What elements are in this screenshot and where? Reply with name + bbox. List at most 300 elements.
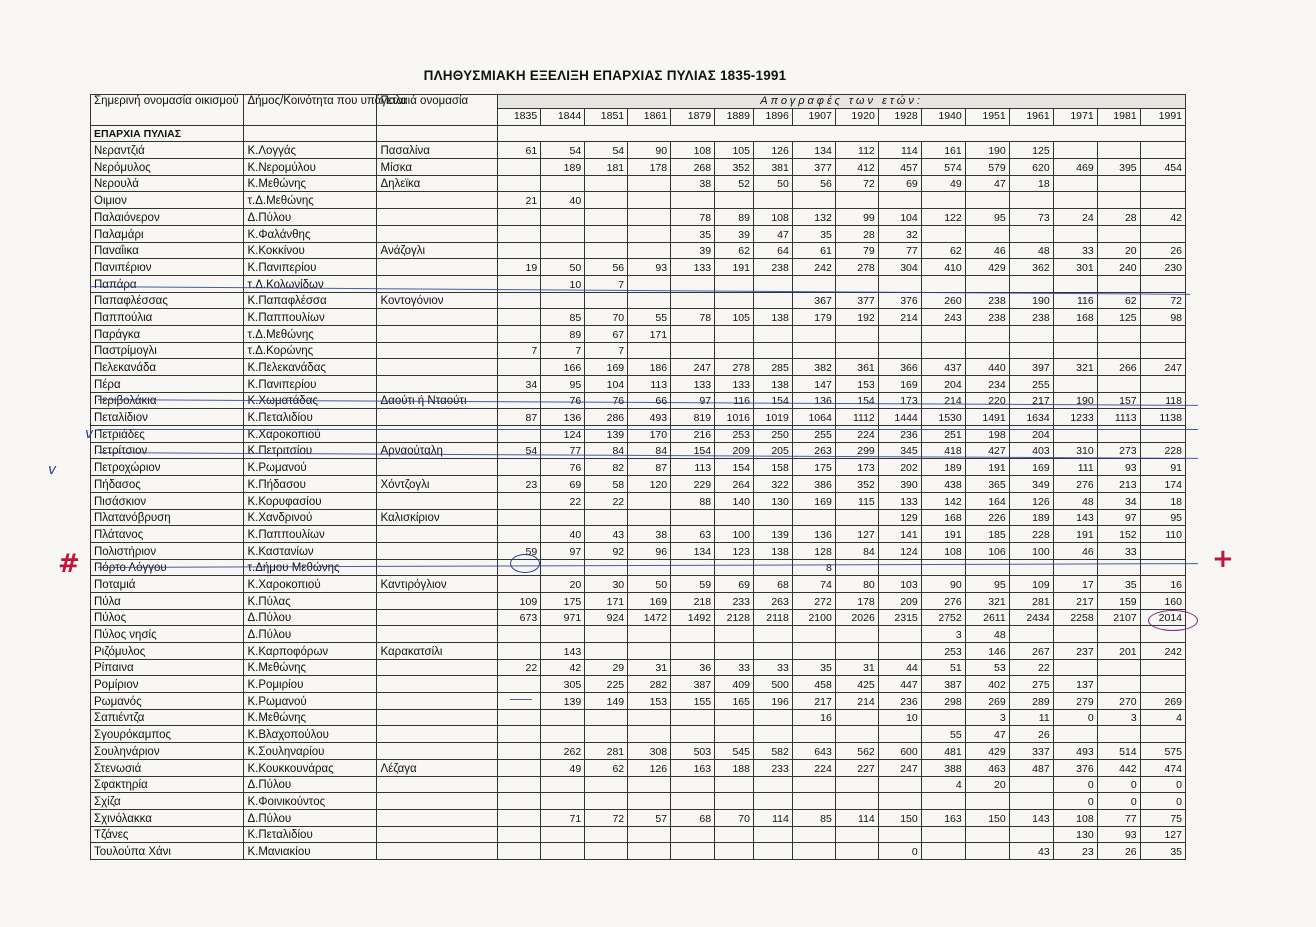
settlement-name: Νερουλά <box>91 175 244 192</box>
table-row <box>91 342 1186 359</box>
population-cell: 205 <box>753 442 792 459</box>
population-cell: 169 <box>585 359 628 376</box>
settlement-name: Ρομίριον <box>91 676 244 693</box>
population-cell: 44 <box>878 659 921 676</box>
settlement-name: Πελεκανάδα <box>91 359 244 376</box>
population-cell <box>628 776 671 793</box>
population-cell <box>1009 325 1053 342</box>
population-cell: 62 <box>585 759 628 776</box>
population-cell <box>671 559 715 576</box>
population-cell: 147 <box>792 376 835 393</box>
old-name <box>377 843 498 860</box>
population-cell: 28 <box>1097 209 1140 226</box>
settlement-name: Σγουρόκαμπος <box>91 726 244 743</box>
population-cell <box>715 726 754 743</box>
population-cell <box>498 826 541 843</box>
old-name <box>377 826 498 843</box>
population-cell <box>1140 659 1185 676</box>
header-year: 1940 <box>921 109 965 126</box>
old-name: Δηλεϊκα <box>377 175 498 192</box>
population-cell: 352 <box>715 159 754 176</box>
population-cell: 178 <box>628 159 671 176</box>
municipality-name: τ.Δήμου Μεθώνης <box>244 559 377 576</box>
municipality-name: Κ.Φαλάνθης <box>244 225 377 242</box>
population-cell: 299 <box>835 442 878 459</box>
population-cell: 1472 <box>628 609 671 626</box>
population-cell: 224 <box>792 759 835 776</box>
population-cell: 0 <box>1140 776 1185 793</box>
population-cell <box>628 843 671 860</box>
population-cell: 112 <box>835 142 878 159</box>
population-cell: 32 <box>878 225 921 242</box>
population-cell: 170 <box>628 426 671 443</box>
population-cell: 105 <box>715 309 754 326</box>
table-row <box>91 209 1186 226</box>
population-cell: 487 <box>1009 759 1053 776</box>
table-row <box>91 492 1186 509</box>
population-cell <box>628 559 671 576</box>
population-cell: 158 <box>753 459 792 476</box>
old-name <box>377 793 498 810</box>
old-name <box>377 709 498 726</box>
municipality-name: Κ.Καστανίων <box>244 542 377 559</box>
population-cell <box>753 826 792 843</box>
population-cell <box>878 826 921 843</box>
population-cell: 113 <box>671 459 715 476</box>
population-cell: 178 <box>835 592 878 609</box>
population-cell: 21 <box>498 192 541 209</box>
population-cell: 204 <box>1009 426 1053 443</box>
population-cell <box>1009 342 1053 359</box>
old-name <box>377 609 498 626</box>
population-cell <box>753 726 792 743</box>
settlement-name: Τζάνες <box>91 826 244 843</box>
header-name: Σημερινή ονομασία οικισμού <box>91 95 244 126</box>
population-cell <box>541 209 585 226</box>
population-cell: 153 <box>628 693 671 710</box>
population-cell: 26 <box>1097 843 1140 860</box>
population-cell: 35 <box>792 225 835 242</box>
population-cell: 2014 <box>1140 609 1185 626</box>
municipality-name: Κ.Παππουλίων <box>244 526 377 543</box>
population-cell <box>1097 342 1140 359</box>
population-cell: 72 <box>585 809 628 826</box>
population-cell: 181 <box>585 159 628 176</box>
population-cell: 90 <box>921 576 965 593</box>
population-cell <box>585 793 628 810</box>
population-cell: 289 <box>1009 693 1053 710</box>
population-cell: 154 <box>715 459 754 476</box>
table-body <box>91 125 1186 859</box>
population-cell: 40 <box>541 526 585 543</box>
population-cell: 34 <box>1097 492 1140 509</box>
population-cell <box>498 726 541 743</box>
population-cell: 217 <box>1009 392 1053 409</box>
population-cell <box>1053 626 1097 643</box>
population-cell: 0 <box>1097 793 1140 810</box>
population-cell <box>585 826 628 843</box>
population-cell: 217 <box>1053 592 1097 609</box>
old-name: Δαούτι ή Νταούτι <box>377 392 498 409</box>
population-cell <box>585 175 628 192</box>
municipality-name: Κ.Πεταλιδίου <box>244 826 377 843</box>
population-cell: 209 <box>715 442 754 459</box>
population-cell: 42 <box>541 659 585 676</box>
population-cell: 133 <box>671 259 715 276</box>
population-cell: 18 <box>1009 175 1053 192</box>
population-cell: 159 <box>1097 592 1140 609</box>
population-cell <box>585 292 628 309</box>
population-cell <box>671 192 715 209</box>
population-cell: 279 <box>1053 693 1097 710</box>
population-cell: 53 <box>965 659 1009 676</box>
table-row <box>91 826 1186 843</box>
population-cell: 481 <box>921 743 965 760</box>
population-cell <box>835 342 878 359</box>
population-cell <box>753 292 792 309</box>
population-cell <box>753 793 792 810</box>
population-cell: 437 <box>921 359 965 376</box>
population-cell <box>753 643 792 660</box>
population-cell: 247 <box>671 359 715 376</box>
population-cell <box>715 709 754 726</box>
population-cell: 264 <box>715 476 754 493</box>
population-cell: 165 <box>715 693 754 710</box>
population-cell: 458 <box>792 676 835 693</box>
population-cell <box>1097 325 1140 342</box>
population-cell <box>541 626 585 643</box>
population-cell: 387 <box>671 676 715 693</box>
population-cell <box>498 309 541 326</box>
settlement-name: Πολιστήριον <box>91 542 244 559</box>
population-cell: 122 <box>921 209 965 226</box>
population-cell <box>1053 192 1097 209</box>
population-cell: 143 <box>1053 509 1097 526</box>
population-cell: 377 <box>835 292 878 309</box>
settlement-name: Παπάρα <box>91 275 244 292</box>
population-cell: 103 <box>878 576 921 593</box>
population-cell: 133 <box>671 376 715 393</box>
settlement-name: Περιβολάκια <box>91 392 244 409</box>
population-cell <box>671 643 715 660</box>
population-cell: 43 <box>585 526 628 543</box>
population-cell: 217 <box>792 693 835 710</box>
population-cell: 337 <box>1009 743 1053 760</box>
population-cell: 387 <box>921 676 965 693</box>
population-cell: 160 <box>1140 592 1185 609</box>
population-cell: 190 <box>1053 392 1097 409</box>
population-cell: 173 <box>835 459 878 476</box>
population-cell: 90 <box>628 142 671 159</box>
population-cell <box>715 626 754 643</box>
population-cell: 2107 <box>1097 609 1140 626</box>
population-cell <box>965 275 1009 292</box>
population-cell <box>1053 325 1097 342</box>
population-cell <box>965 843 1009 860</box>
municipality-name: Κ.Κοκκίνου <box>244 242 377 259</box>
population-cell <box>1097 192 1140 209</box>
population-cell: 173 <box>878 392 921 409</box>
old-name <box>377 225 498 242</box>
population-cell <box>498 793 541 810</box>
population-cell <box>498 626 541 643</box>
population-cell: 77 <box>1097 809 1140 826</box>
population-cell: 36 <box>671 659 715 676</box>
municipality-name: Κ.Μανιακίου <box>244 843 377 860</box>
population-cell <box>1097 175 1140 192</box>
population-cell: 118 <box>1140 392 1185 409</box>
old-name <box>377 359 498 376</box>
table-row <box>91 175 1186 192</box>
population-cell: 600 <box>878 743 921 760</box>
old-name <box>377 559 498 576</box>
population-cell <box>753 275 792 292</box>
population-cell: 146 <box>965 643 1009 660</box>
population-cell: 33 <box>753 659 792 676</box>
population-cell: 442 <box>1097 759 1140 776</box>
population-cell: 463 <box>965 759 1009 776</box>
population-cell: 49 <box>541 759 585 776</box>
population-cell: 3 <box>921 626 965 643</box>
population-cell: 104 <box>878 209 921 226</box>
population-cell: 134 <box>671 542 715 559</box>
population-cell: 97 <box>671 392 715 409</box>
population-cell: 819 <box>671 409 715 426</box>
population-cell: 169 <box>792 492 835 509</box>
population-cell: 74 <box>792 576 835 593</box>
population-cell: 272 <box>792 592 835 609</box>
population-cell: 69 <box>878 175 921 192</box>
population-cell <box>628 292 671 309</box>
check-mark-icon: v <box>48 462 57 478</box>
old-name <box>377 459 498 476</box>
population-cell <box>965 225 1009 242</box>
population-cell: 263 <box>792 442 835 459</box>
population-cell: 56 <box>792 175 835 192</box>
population-cell: 305 <box>541 676 585 693</box>
population-cell: 2434 <box>1009 609 1053 626</box>
population-cell: 321 <box>965 592 1009 609</box>
population-cell: 55 <box>921 726 965 743</box>
population-cell: 397 <box>1009 359 1053 376</box>
population-cell: 395 <box>1097 159 1140 176</box>
population-cell: 971 <box>541 609 585 626</box>
population-cell: 386 <box>792 476 835 493</box>
population-cell <box>628 192 671 209</box>
old-name <box>377 376 498 393</box>
population-cell: 46 <box>965 242 1009 259</box>
population-cell <box>498 225 541 242</box>
municipality-name: Κ.Κουκκουνάρας <box>244 759 377 776</box>
table-row <box>91 759 1186 776</box>
population-cell <box>1053 225 1097 242</box>
population-cell: 171 <box>585 592 628 609</box>
population-cell <box>541 793 585 810</box>
population-cell <box>498 776 541 793</box>
population-cell <box>585 843 628 860</box>
population-cell: 440 <box>965 359 1009 376</box>
population-cell: 1634 <box>1009 409 1053 426</box>
population-cell: 26 <box>1140 242 1185 259</box>
population-cell: 474 <box>1140 759 1185 776</box>
settlement-name: Σχινόλακκα <box>91 809 244 826</box>
municipality-name: Κ.Πανιπερίου <box>244 259 377 276</box>
population-cell <box>835 626 878 643</box>
population-cell: 377 <box>792 159 835 176</box>
population-cell: 54 <box>541 142 585 159</box>
population-cell: 270 <box>1097 693 1140 710</box>
municipality-name: Κ.Χανδρινού <box>244 509 377 526</box>
population-cell: 143 <box>1009 809 1053 826</box>
population-cell <box>835 643 878 660</box>
header-year: 1991 <box>1140 109 1185 126</box>
population-cell: 185 <box>965 526 1009 543</box>
population-cell <box>541 826 585 843</box>
population-cell <box>965 342 1009 359</box>
population-cell: 214 <box>921 392 965 409</box>
population-cell: 0 <box>1053 776 1097 793</box>
population-cell: 1113 <box>1097 409 1140 426</box>
old-name <box>377 659 498 676</box>
population-cell <box>585 559 628 576</box>
population-cell: 238 <box>965 309 1009 326</box>
municipality-name: Δ.Πύλου <box>244 809 377 826</box>
population-cell <box>1140 225 1185 242</box>
table-row <box>91 526 1186 543</box>
population-cell: 84 <box>835 542 878 559</box>
municipality-name: Κ.Σουληναρίου <box>244 743 377 760</box>
population-cell: 924 <box>585 609 628 626</box>
population-cell <box>1009 192 1053 209</box>
population-cell <box>1097 225 1140 242</box>
population-cell <box>878 192 921 209</box>
region-label: ΕΠΑΡΧΙΑ ΠΥΛΙΑΣ <box>91 125 244 142</box>
header-old-name: Παλαιά ονομασία <box>377 95 498 126</box>
population-cell: 130 <box>753 492 792 509</box>
population-cell: 153 <box>835 376 878 393</box>
population-cell: 188 <box>715 759 754 776</box>
population-cell <box>498 743 541 760</box>
population-cell <box>628 342 671 359</box>
population-cell <box>921 325 965 342</box>
population-cell <box>965 826 1009 843</box>
population-cell <box>1097 659 1140 676</box>
municipality-name: Κ.Πύλας <box>244 592 377 609</box>
population-cell: 20 <box>1097 242 1140 259</box>
population-cell: 95 <box>541 376 585 393</box>
municipality-name: Κ.Κορυφασίου <box>244 492 377 509</box>
population-cell: 1016 <box>715 409 754 426</box>
population-cell: 191 <box>1053 526 1097 543</box>
population-cell: 20 <box>965 776 1009 793</box>
old-name <box>377 676 498 693</box>
population-cell <box>792 843 835 860</box>
population-cell: 500 <box>753 676 792 693</box>
population-cell: 191 <box>921 526 965 543</box>
population-cell: 3 <box>965 709 1009 726</box>
header-census-band: Απογραφές των ετών: <box>498 95 1186 109</box>
settlement-name: Παράγκα <box>91 325 244 342</box>
settlement-name: Πλατανόβρυση <box>91 509 244 526</box>
settlement-name: Παλαιόνερον <box>91 209 244 226</box>
table-row <box>91 359 1186 376</box>
population-cell <box>792 776 835 793</box>
header-year: 1971 <box>1053 109 1097 126</box>
population-cell: 230 <box>1140 259 1185 276</box>
population-cell: 16 <box>1140 576 1185 593</box>
old-name: Μίσκα <box>377 159 498 176</box>
settlement-name: Σχίζα <box>91 793 244 810</box>
population-cell <box>498 359 541 376</box>
population-cell: 429 <box>965 259 1009 276</box>
population-cell: 281 <box>585 743 628 760</box>
old-name: Ανάζογλι <box>377 242 498 259</box>
population-cell: 361 <box>835 359 878 376</box>
population-cell: 76 <box>541 459 585 476</box>
population-cell: 100 <box>1009 542 1053 559</box>
population-cell: 168 <box>921 509 965 526</box>
population-cell: 93 <box>1097 826 1140 843</box>
population-cell <box>671 843 715 860</box>
population-cell <box>1009 776 1053 793</box>
municipality-name: Δ.Πύλου <box>244 626 377 643</box>
population-cell: 366 <box>878 359 921 376</box>
population-cell: 157 <box>1097 392 1140 409</box>
population-cell <box>878 325 921 342</box>
population-cell <box>585 225 628 242</box>
population-cell: 50 <box>628 576 671 593</box>
municipality-name: Κ.Πήδασου <box>244 476 377 493</box>
old-name <box>377 342 498 359</box>
population-cell: 56 <box>585 259 628 276</box>
municipality-name: Κ.Πετριτσίου <box>244 442 377 459</box>
table-row <box>91 592 1186 609</box>
population-cell: 67 <box>585 325 628 342</box>
population-cell: 61 <box>792 242 835 259</box>
population-cell: 22 <box>585 492 628 509</box>
population-cell: 154 <box>753 392 792 409</box>
population-cell: 2611 <box>965 609 1009 626</box>
population-cell <box>715 559 754 576</box>
population-cell: 93 <box>628 259 671 276</box>
population-cell: 115 <box>835 492 878 509</box>
population-cell: 89 <box>541 325 585 342</box>
population-cell <box>1053 559 1097 576</box>
population-cell: 1491 <box>965 409 1009 426</box>
circled-value-icon <box>1148 610 1198 631</box>
population-cell: 91 <box>1140 459 1185 476</box>
settlement-name: Πισάσκιον <box>91 492 244 509</box>
population-cell: 7 <box>585 342 628 359</box>
population-cell <box>792 793 835 810</box>
population-cell <box>835 275 878 292</box>
population-cell: 269 <box>1140 693 1185 710</box>
population-cell <box>792 626 835 643</box>
population-cell: 2100 <box>792 609 835 626</box>
population-cell: 2118 <box>753 609 792 626</box>
population-cell: 39 <box>671 242 715 259</box>
population-cell: 82 <box>585 459 628 476</box>
population-cell: 236 <box>878 693 921 710</box>
population-cell <box>965 793 1009 810</box>
municipality-name: Κ.Πανιπερίου <box>244 376 377 393</box>
population-cell <box>1097 559 1140 576</box>
settlement-name: Ποταμιά <box>91 576 244 593</box>
population-cell <box>715 843 754 860</box>
settlement-name: Παππούλια <box>91 309 244 326</box>
population-cell <box>498 492 541 509</box>
population-cell: 285 <box>753 359 792 376</box>
